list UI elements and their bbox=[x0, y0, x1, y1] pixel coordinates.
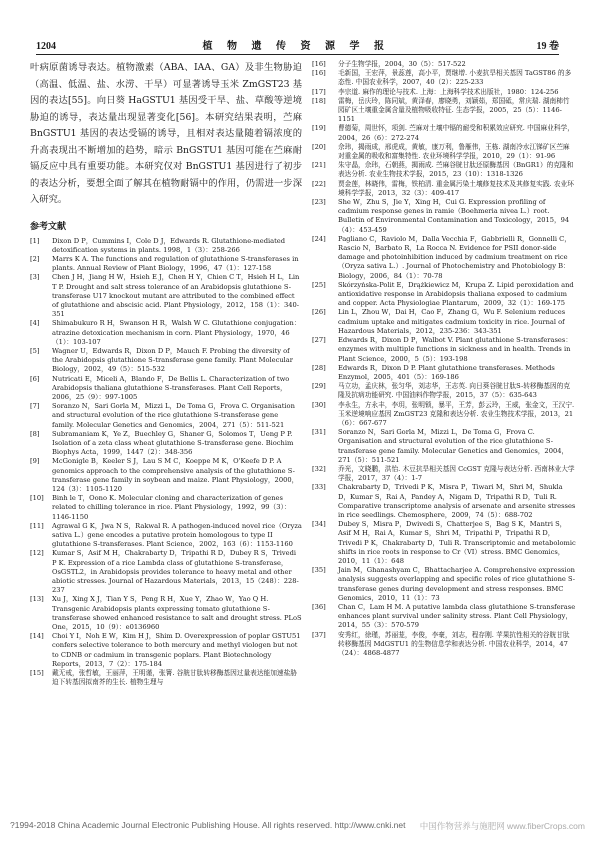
reference-item bbox=[30, 549, 302, 595]
reference-item bbox=[30, 273, 302, 319]
reference-text: 李永生，方永丰，李玥，张明锁，暴平，王芳，彭云玲，王威，张金文，王汉宁. 玉米逆境响应基因 ZmGST23 克隆和表达分析. 农业生物技术学报，2013，21（6）：667-677 bbox=[338, 400, 575, 427]
reference-text: Dubey S，Misra P，Dwivedi S，Chatterjee S，Bag S K，Mantri S，Asif M H，Rai A，Kumar S，Shri M，Tripathi P，Tripathi R D，Trivedi P K，Chakrabarty D，Tuli R. Transcriptomic and metabolomic shifts in rice roots in response to Cr（VI）stress. BMC Genomics，2010，11（1）：648 bbox=[338, 520, 576, 565]
reference-item bbox=[312, 520, 576, 566]
header-rule bbox=[36, 54, 559, 55]
copyright-footer: ?1994-2018 China Academic Journal Electronic Publishing House. All rights reserved. http://www.cnki.net bbox=[10, 820, 406, 830]
reference-item bbox=[312, 60, 576, 69]
reference-item bbox=[312, 198, 576, 235]
reference-item bbox=[312, 88, 576, 97]
reference-text: Nutricati E，Miceli A，Blando F，De Bellis L. Characterization of two Arabidopsis thaliana glutathione S-transferases. Plant Cell Reports，2006，25（9）：997-1005 bbox=[52, 374, 290, 401]
reference-text: Dixon D P，Cummins I，Cole D J，Edwards R. Glutathione-mediated detoxification systems in plants. 1998，1（3）：258-266 bbox=[52, 236, 286, 254]
journal-title: 植 物 遗 传 资 源 学 报 bbox=[202, 41, 390, 52]
reference-text: Chen J H，Jiang H W，Hsieh E J，Chen H Y，Chien C T，Hsieh H L，Lin T P. Drought and salt stress tolerance of an Arabidopsis glutathione S-transferase U17 knockout mutant are attributed to the combined effect of glutathione and abscisic acid. Plant Physiology，2012，158（1）：340-351 bbox=[52, 273, 300, 319]
reference-text: She W，Zhu S，Jie Y，Xing H，Cui G. Expression profiling of cadmium response genes in ramie（Boehmeria nivea L.）root. Bulletin of Environmental Contamination and Toxicology，2015，94（4）：453-459 bbox=[338, 198, 570, 234]
reference-text: Skórzyńska-Polit E，Drążkiewicz M，Krupa Z. Lipid peroxidation and antioxidative response in Arabidopsis thaliana exposed to cadmium and copper. Acta Physiologiae Plantarum，2009，32（1）：169-175 bbox=[338, 280, 574, 308]
reference-item bbox=[30, 457, 302, 494]
reference-number: [22] bbox=[312, 179, 326, 188]
reference-item bbox=[30, 430, 302, 458]
reference-text: 分子生物学报，2004，30（5）：517-522 bbox=[338, 60, 466, 68]
reference-item bbox=[30, 402, 302, 430]
reference-item bbox=[30, 347, 302, 375]
reference-text: Edwards R，Dixon D P. Plant glutathione transferases. Methods Enzymol，2005，401（5）：169-186 bbox=[338, 363, 555, 381]
reference-text: 安秀红，徐瑾，苏丽茏，李俊，李豪，刘志，程存刚. 苹果抗性相关的谷胱甘肽转移酶基因 MdGSTU1 的生物信息学和表达分析. 中国农业科学，2014，47（24）：4868-4877 bbox=[338, 630, 570, 657]
reference-number: [6] bbox=[30, 374, 40, 383]
reference-item bbox=[312, 180, 576, 198]
reference-text: Subramaniam K，Ye Z，Buechley G，Shaner G，Solomos T，Ueng P P. Isolation of a zeta class wheat glutathione S-transferase gene. Biochim Biophys Acta，1999，1447（2）：348-356 bbox=[52, 429, 294, 457]
reference-number: [24] bbox=[312, 234, 326, 243]
reference-number: [1] bbox=[30, 236, 40, 245]
reference-item bbox=[30, 375, 302, 403]
reference-text: Marrs K A. The functions and regulation of glutathione S-transferases in plants. Annual Review of Plant Biology，1996，47（1）：127-158 bbox=[52, 254, 299, 273]
references-list-right bbox=[312, 60, 576, 658]
reference-text: 戴无戒，张哲敏，王丽萍，王明谨，张箐. 谷胱甘肽转移酶基因过量表达能加速盐胁迫下转基因拟南芥的生长. 植物生理与 bbox=[52, 669, 297, 687]
reference-number: [5] bbox=[30, 346, 40, 355]
reference-item bbox=[312, 281, 576, 309]
reference-item bbox=[30, 494, 302, 522]
reference-number: [20] bbox=[312, 142, 326, 151]
reference-item bbox=[312, 631, 576, 659]
reference-text: 佘玮，揭雨成，邢虎成，黄敏，康万利，鲁雁伟，王栋. 湖南冷水江锑矿区苎麻对重金属的吸收和富集特性. 农业环境科学学报，2010，29（1）：91-96 bbox=[338, 142, 570, 161]
reference-text: Chan C，Lam H M. A putative lambda class glutathione S-transferase enhances plant survival under salinity stress. Plant Cell Physiology，2014，55（3）：570-579 bbox=[338, 602, 576, 630]
reference-number: [16] bbox=[312, 60, 326, 68]
reference-number: [25] bbox=[312, 280, 326, 289]
reference-item bbox=[312, 124, 576, 142]
reference-text: Pagliano C，Raviolo M，Dalla Vecchia F，Gabbrielli R，Gonnelli C，Rascio N，Barbato R，La Rocca N. Evidence for PSII donor-side damage and photoinhibition induced by cadmium treatment on rice（Oryza sativa L.）. Journal of Photochemistry and Photobiology B：Biology，2006，84（1）：70-78 bbox=[338, 234, 571, 280]
reference-item bbox=[312, 143, 576, 161]
reference-item bbox=[30, 632, 302, 669]
reference-text: Edwards R，Dixon D P，Walbot V. Plant glutathione S-transferases：enzymes with multiple functions in sickness and in health. Trends in Plant Science，2000，5（5）：193-198 bbox=[338, 336, 573, 363]
reference-number: [34] bbox=[312, 520, 326, 529]
reference-text: 乔光，文晓鹏，洪怡. 木豆抗旱相关基因 CcGST 克隆与表达分析. 西南林业大学学报，2017，37（4）：1-7 bbox=[338, 464, 575, 483]
reference-number: [27] bbox=[312, 336, 326, 345]
reference-item bbox=[312, 401, 576, 429]
reference-number: [16] bbox=[312, 69, 326, 78]
reference-text: Jain M，Ghanashyam C，Bhattacharjee A. Comprehensive expression analysis suggests overlapping and specific roles of rice glutathione S-transferase genes during development and stress responses. BMC Genomics，2010，11（1）：73 bbox=[338, 566, 576, 602]
reference-item bbox=[312, 308, 576, 336]
reference-text: Choi Y I，Noh E W，Kim H J，Shim D. Overexpression of poplar GSTU51 confers selective tolerance to both mercury and methyl viologen but not to CDNB or cadmium in transgenic poplars. Plant Biotechnology Reports，2013，7（2）：175-184 bbox=[52, 632, 301, 668]
reference-number: [28] bbox=[312, 363, 326, 372]
reference-number: [17] bbox=[312, 87, 326, 96]
reference-number: [14] bbox=[30, 632, 44, 641]
reference-number: [11] bbox=[30, 521, 44, 530]
reference-number: [21] bbox=[312, 161, 326, 170]
reference-item bbox=[312, 603, 576, 631]
references-list-left bbox=[30, 237, 302, 688]
reference-text: Soranzo N，Sari Gorla M，Mizzi L，De Toma G，Frova C. Organisation and structural evolution of the rice glutathione S-transferase gene family. Molecular Genetics and Genomics，2004，271（5）：511-521 bbox=[52, 402, 295, 429]
reference-number: [15] bbox=[30, 669, 44, 678]
reference-text: Kumar S，Asif M H，Chakrabarty D，Tripathi R D，Dubey R S，Trivedi P K. Expression of a rice Lambda class of glutathione S-transferase，OsGSTL2，in Arabidopsis provides tolerance to heavy metal and other abiotic stresses. Journal of Hazardous Materials，2013，15（248）：228-237 bbox=[52, 549, 299, 595]
references-heading: 参考文献 bbox=[30, 221, 67, 232]
reference-number: [37] bbox=[312, 630, 326, 639]
reference-text: 毛新国，王宏萍，景蕊莲，高小平，贾继增. 小麦抗旱相关基因 TaGST86 的多态性. 中国农业科学，2007，40（2）：225-233 bbox=[338, 69, 572, 87]
reference-item bbox=[312, 566, 576, 603]
reference-text: Wagner U，Edwards R，Dixon D P，Mauch F. Probing the diversity of the Arabidopsis glutathione S-transferase gene family. Plant Molecular Biology，2002，49（5）：515-532 bbox=[52, 346, 293, 374]
reference-text: 雷梅，岳庆玲，陈同斌，黄泽春，廖晓勇，刘颖茹，郑国砥，常庆瑞. 湖南柿竹园矿区土壤重金属含量及植物吸收特征. 生态学报，2005，25（5）：1146-1151 bbox=[338, 96, 570, 124]
reference-number: [2] bbox=[30, 254, 40, 263]
reference-text: Chakrabarty D，Trivedi P K，Misra P，Tiwari M，Shri M，Shukla D，Kumar S，Rai A，Pandey A，Nigam D，Tripathi R D，Tuli R. Comparative transcriptome analysis of arsenate and arsenite stresses in rice seedlings. Chemosphere，2009，74（5）：688-702 bbox=[338, 483, 576, 519]
reference-item bbox=[30, 522, 302, 550]
reference-text: 李宗道. 麻作的理论与技术. 上海：上海科学技术出版社，1980：124-256 bbox=[338, 87, 559, 96]
reference-item bbox=[312, 161, 576, 179]
watermark-text: 中国作物营养与施肥网 www.fiberCrops.com bbox=[419, 821, 585, 831]
reference-text: 朱守晶，佘玮，石朝燕，揭雨成. 苎麻谷胱甘肽还原酶基因（BnGR1）的克隆和表达分析. 农业生物技术学报，2015，23（10）：1318-1326 bbox=[338, 161, 574, 179]
reference-item bbox=[30, 669, 302, 687]
reference-number: [26] bbox=[312, 308, 326, 317]
reference-item bbox=[312, 97, 576, 125]
reference-text: Lin L，Zhou W，Dai H，Cao F，Zhang G，Wu F. Selenium reduces cadmium uptake and mitigates cadmium toxicity in rice. Journal of Hazardous Materials，2012，235-236：343-351 bbox=[338, 308, 566, 335]
reference-number: [36] bbox=[312, 602, 326, 611]
reference-text: Shimabukuro R H，Swanson H R，Walsh W C. Glutathione conjugation：atrazine detoxication mechanism in corn. Plant Physiology，1970，46（1）：103-107 bbox=[52, 319, 301, 346]
reference-text: Soranzo N，Sari Gorla M，Mizzi L，De Toma G，Frova C. Organisation and structural evolution of the rice glutathione S-transferase gene family. Molecular Genetics and Genomics，2004，271（5）：511-521 bbox=[338, 428, 569, 464]
page-number: 1204 bbox=[36, 41, 56, 52]
reference-item bbox=[312, 465, 576, 483]
reference-item bbox=[312, 235, 576, 281]
reference-number: [35] bbox=[312, 566, 326, 575]
reference-number: [8] bbox=[30, 429, 40, 438]
reference-number: [33] bbox=[312, 483, 326, 492]
reference-item bbox=[312, 428, 576, 465]
reference-number: [3] bbox=[30, 273, 40, 282]
reference-text: Agrawal G K，Jwa N S，Rakwal R. A pathogen-induced novel rice（Oryza sativa L.）gene encodes a putative protein homologous to type II glutathione S-transferases. Plant Science，2002，163（6）：1153-1160 bbox=[52, 521, 302, 549]
reference-number: [31] bbox=[312, 428, 326, 437]
reference-number: [18] bbox=[312, 96, 326, 105]
reference-text: 马立功，孟庆林，张匀华，刘志华，王志英. 向日葵谷胱甘肽S-转移酶基因的克隆及抗病功能研究. 中国油料作物学报，2015，37（5）：635-643 bbox=[338, 382, 571, 400]
reference-number: [4] bbox=[30, 319, 40, 328]
reference-item bbox=[30, 319, 302, 347]
reference-number: [30] bbox=[312, 400, 326, 409]
body-paragraph: 叶病原菌诱导表达。植物激素（ABA、IAA、GA）及非生物胁迫（高温、低温、盐、水涝、干旱）可显著诱导玉米 ZmGST23 基因的表达[55]。向日葵 HaGSTU1 基因受干旱、盐、草酸等逆境胁迫的诱导，表达量出现显著变化[56]。本研究结果表明，苎麻 BnGSTU1 基因的表达受镉的诱导，且相对表达量随着镉浓度的升高表现出不断增加的趋势，暗示 BnGSTU1 基因可能在苎麻耐镉反应中具有重要功能。本研究仅对 BnGSTU1 基因进行了初步的表达分析，要想全面了解其在植物耐镉中的作用，仍需进一步深入研究。 bbox=[30, 62, 302, 205]
reference-item bbox=[30, 237, 302, 255]
reference-number: [13] bbox=[30, 595, 44, 604]
reference-text: 曹德菊，周世怀，项剑. 苎麻对土壤中镉的耐受和积累效应研究. 中国麻业科学，2004，26（6）：272-274 bbox=[338, 124, 574, 142]
reference-number: [23] bbox=[312, 198, 326, 207]
reference-item bbox=[312, 336, 576, 364]
volume-label: 19 卷 bbox=[536, 41, 559, 52]
reference-item bbox=[30, 595, 302, 632]
reference-number: [32] bbox=[312, 464, 326, 473]
reference-item bbox=[312, 483, 576, 520]
reference-number: [12] bbox=[30, 549, 44, 558]
reference-text: McGonigle B，Keeler S J，Lau S M C，Koeppe M K，O'Keefe D P. A genomics approach to the comprehensive analysis of the glutathione S-transferase gene family in soybean and maize. Plant Physiology，2000，124（3）：1105-1120 bbox=[52, 457, 299, 493]
reference-number: [7] bbox=[30, 402, 40, 411]
reference-item bbox=[312, 69, 576, 87]
reference-text: Xu J，Xing X J，Tian Y S，Peng R H，Xue Y，Zhao W，Yao Q H. Transgenic Arabidopsis plants expressing tomato glutathione S-transferase showed enhanced resistance to salt and drought stress. PLoS One，2015，10（9）：e0136960 bbox=[52, 595, 302, 632]
left-column bbox=[30, 60, 302, 687]
right-column bbox=[312, 60, 576, 658]
reference-item bbox=[312, 382, 576, 400]
reference-number: [29] bbox=[312, 382, 326, 391]
page-footer bbox=[10, 820, 585, 834]
reference-item bbox=[312, 364, 576, 382]
reference-text: 贾金莲，林晓伟，雷梅，铁柏清. 重金属污染土壤修复技术及其修复实践. 农业环境科学学报，2013，32（3）：409-417 bbox=[338, 179, 574, 197]
reference-number: [19] bbox=[312, 124, 326, 133]
reference-number: [10] bbox=[30, 494, 44, 503]
reference-number: [9] bbox=[30, 457, 40, 466]
reference-text: Binh le T，Oono K. Molecular cloning and characterization of genes related to chilling tolerance in rice. Plant Physiology，1992，99（3）：1146-1150 bbox=[52, 494, 291, 521]
page-header bbox=[36, 36, 559, 52]
reference-item bbox=[30, 255, 302, 273]
